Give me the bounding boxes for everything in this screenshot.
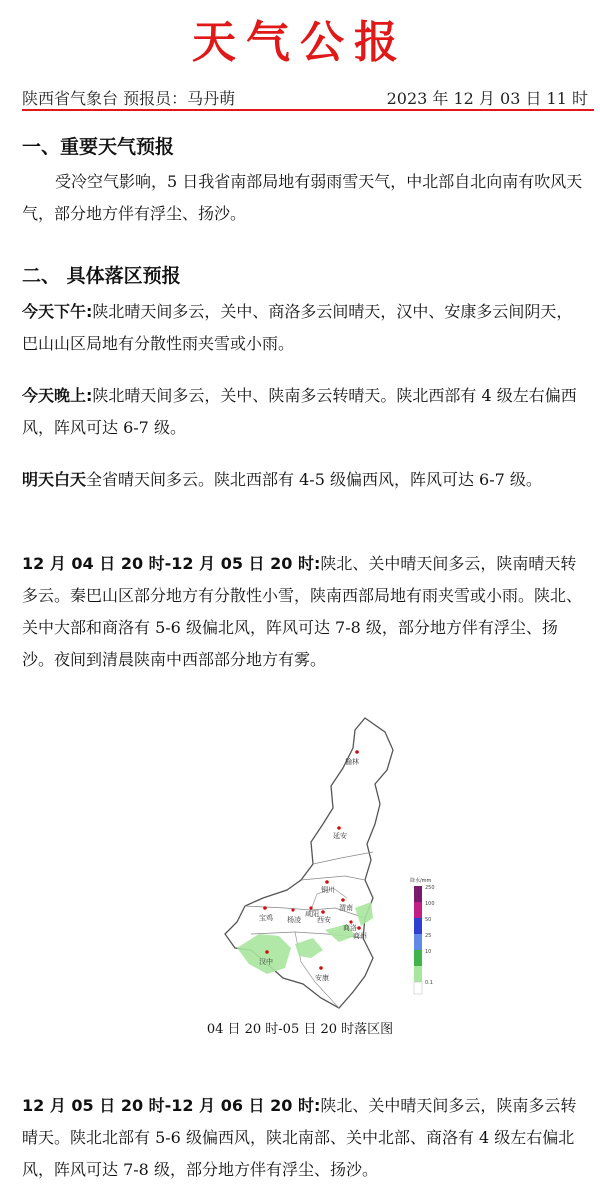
legend-swatch bbox=[414, 934, 422, 950]
legend-swatch bbox=[414, 950, 422, 966]
city-label: 西安 bbox=[317, 916, 331, 924]
legend-swatch bbox=[414, 918, 422, 934]
legend-title: 降水/mm bbox=[410, 878, 432, 884]
forecast-afternoon bbox=[22, 296, 588, 360]
city-dot bbox=[263, 906, 267, 910]
forecast-tomorrow bbox=[22, 464, 588, 496]
legend-label: 0.1 bbox=[425, 980, 433, 986]
forecast-text: 陕北晴天间多云，关中、陕南多云转晴天。陕北西部有 4 级左右偏西风，阵风可达 6-7 级。 bbox=[22, 386, 577, 437]
forecast-label: 12 月 05 日 20 时-12 月 06 日 20 时: bbox=[22, 1096, 321, 1115]
forecast-text: 陕北、关中晴天间多云，陕南多云转晴天。陕北北部有 5-6 级偏西风，陕北南部、关中北部、商洛有 4 级左右偏北风，阵风可达 7-8 级，部分地方伴有浮尘、扬沙。 bbox=[22, 1096, 577, 1179]
forecast-period-2 bbox=[22, 1090, 588, 1186]
forecast-tonight bbox=[22, 380, 588, 444]
city-label: 汉中 bbox=[259, 958, 273, 966]
issuer: 陕西省气象台 预报员：马丹萌 bbox=[22, 89, 236, 108]
city-label: 咸阳 bbox=[305, 910, 319, 918]
city-dot bbox=[321, 910, 325, 914]
legend-svg bbox=[410, 876, 442, 996]
city-dot bbox=[357, 926, 361, 930]
issue-time: 2023 年 12 月 03 日 11 时 bbox=[386, 89, 588, 108]
city-dot bbox=[325, 880, 329, 884]
city-label: 渭南 bbox=[339, 904, 353, 912]
precip-legend bbox=[410, 876, 442, 996]
city-label: 商州 bbox=[353, 932, 367, 940]
forecast-label: 明天白天 bbox=[22, 470, 87, 489]
forecast-period-1 bbox=[22, 548, 588, 676]
legend-label: 25 bbox=[425, 933, 432, 939]
legend-swatch bbox=[414, 966, 422, 982]
city-dot bbox=[341, 898, 345, 902]
legend-label: 250 bbox=[425, 885, 435, 891]
city-label: 杨凌 bbox=[287, 916, 301, 924]
city-label: 商洛 bbox=[343, 924, 357, 932]
forecast-label: 今天下午: bbox=[22, 302, 93, 321]
city-dot bbox=[265, 950, 269, 954]
forecast-label: 今天晚上: bbox=[22, 386, 93, 405]
legend-label: 100 bbox=[425, 901, 435, 907]
bulletin-meta bbox=[22, 86, 592, 108]
city-label: 铜川 bbox=[321, 886, 335, 894]
red-divider bbox=[22, 109, 594, 111]
map-caption: 04 日 20 时-05 日 20 时落区图 bbox=[206, 1022, 394, 1037]
city-dot bbox=[355, 750, 359, 754]
forecast-label: 12 月 04 日 20 时-12 月 05 日 20 时: bbox=[22, 554, 321, 573]
city-label: 延安 bbox=[333, 832, 347, 840]
forecast-text: 陕北晴天间多云，关中、商洛多云间晴天，汉中、安康多云间阴天，巴山山区局地有分散性雨夹雪或小雨。 bbox=[22, 302, 573, 353]
city-label: 安康 bbox=[315, 974, 329, 982]
section1-heading: 一、重要天气预报 bbox=[22, 136, 175, 158]
forecast-text: 陕北、关中晴天间多云，陕南晴天转多云。秦巴山区部分地方有分散性小雪，陕南西部局地有雨夹雪或小雨。陕北、关中大部和商洛有 5-6 级偏北风，阵风可达 7-8 级，部分地方伴有浮尘、扬沙。夜间到清晨陕南中西部部分地方有雾。 bbox=[22, 554, 583, 669]
legend-swatch bbox=[414, 982, 422, 994]
legend-label: 10 bbox=[425, 949, 432, 955]
city-label: 榆林 bbox=[345, 758, 359, 766]
city-dot bbox=[337, 826, 341, 830]
legend-swatch bbox=[414, 902, 422, 918]
section1-text: 受冷空气影响，5 日我省南部局地有弱雨雪天气，中北部自北向南有吹风天气，部分地方伴有浮尘、扬沙。 bbox=[22, 172, 583, 223]
bulletin-title: 天气公报 bbox=[192, 17, 408, 68]
forecast-text: 全省晴天间多云。陕北西部有 4-5 级偏西风，阵风可达 6-7 级。 bbox=[86, 470, 542, 489]
city-label: 宝鸡 bbox=[259, 914, 273, 922]
section2-heading: 二、 具体落区预报 bbox=[22, 265, 181, 287]
legend-swatch bbox=[414, 886, 422, 902]
city-dot bbox=[319, 966, 323, 970]
legend-label: 50 bbox=[425, 917, 432, 923]
city-dot bbox=[291, 908, 294, 911]
